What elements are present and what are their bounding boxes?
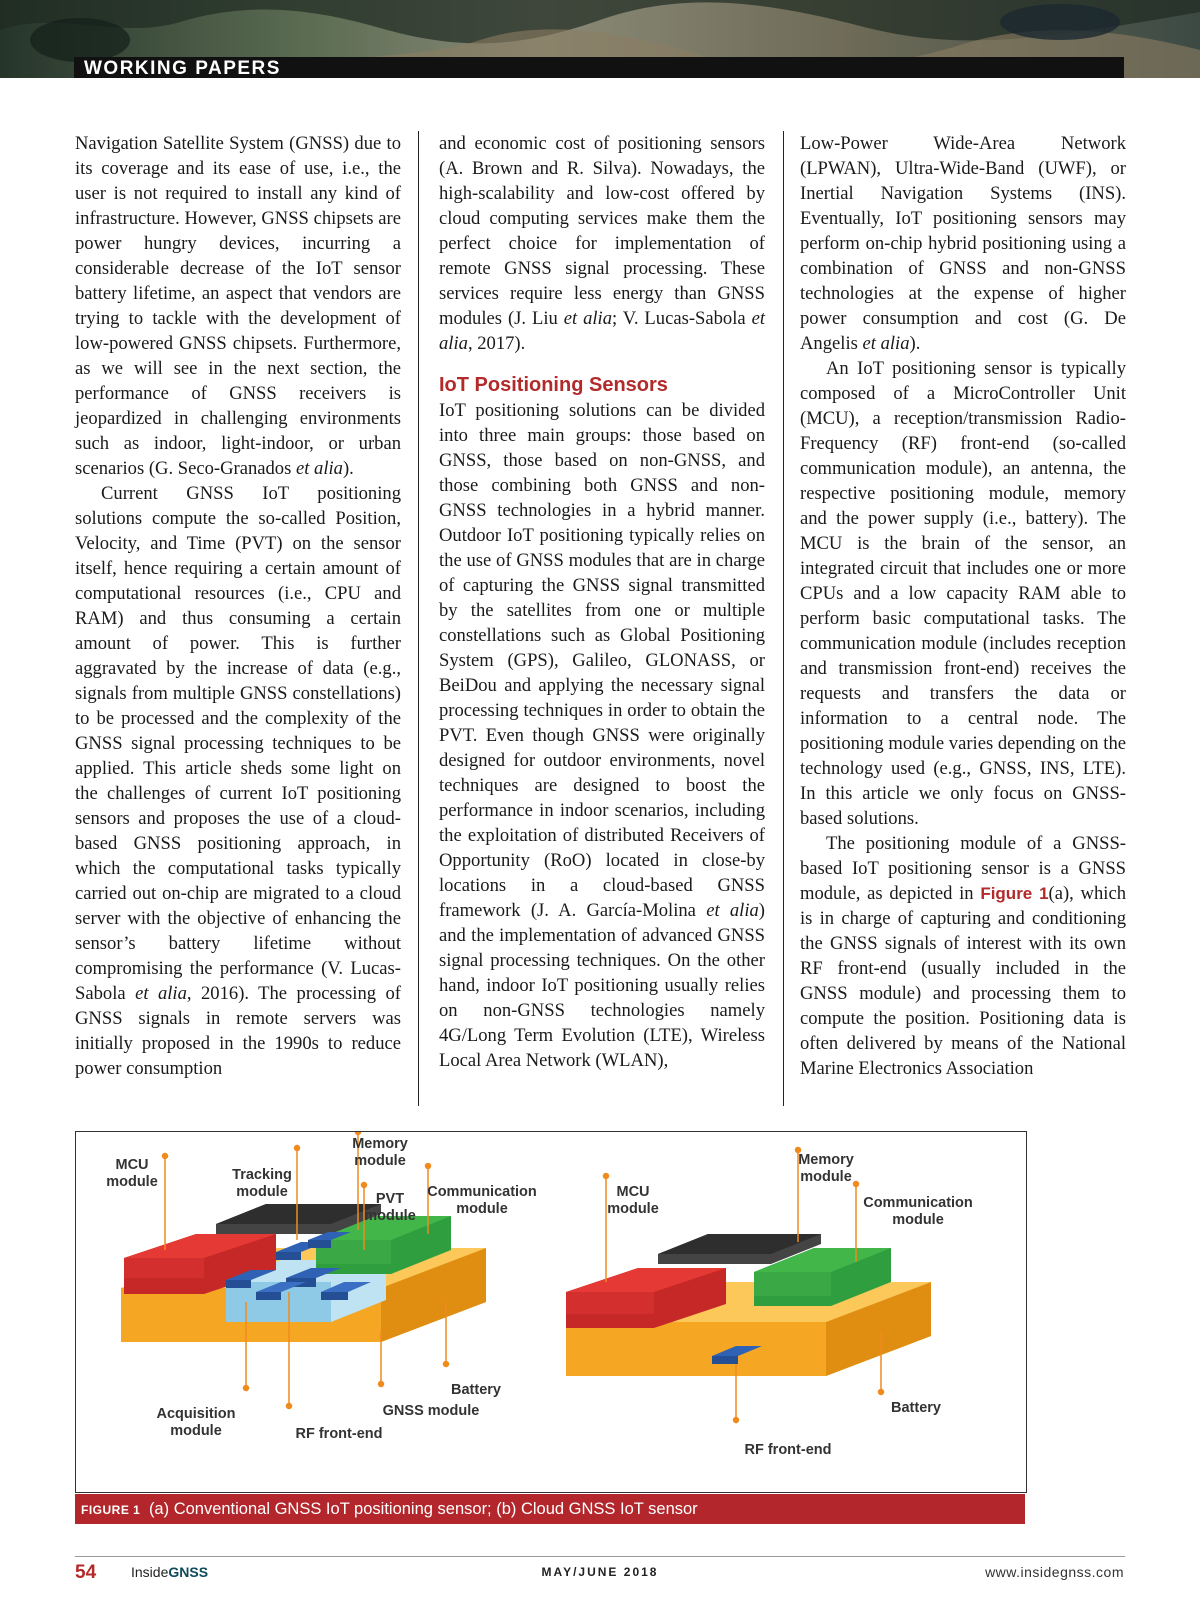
text-run: , 2017). bbox=[467, 333, 526, 354]
issue-date: MAY/JUNE 2018 bbox=[541, 1565, 659, 1579]
italic-citation: et alia bbox=[439, 308, 765, 354]
text-column-1 bbox=[75, 131, 401, 1081]
label-a-communication-1: Communication bbox=[427, 1184, 537, 1200]
text-run: ; V. Lucas-Sabola bbox=[612, 308, 752, 329]
label-a-pvt-2: module bbox=[364, 1208, 416, 1224]
label-a-mcu-1: MCU bbox=[115, 1157, 149, 1173]
label-a-battery: Battery bbox=[451, 1382, 501, 1398]
label-b-communication-2: module bbox=[892, 1212, 944, 1228]
label-b-mcu-1: MCU bbox=[616, 1184, 650, 1200]
text-run: ). bbox=[342, 458, 354, 479]
label-a-mcu-2: module bbox=[106, 1174, 158, 1190]
comm-block-front bbox=[754, 1272, 831, 1296]
panel-a-sensor bbox=[106, 1132, 537, 1442]
label-a-tracking-1: Tracking bbox=[232, 1167, 292, 1183]
label-b-battery: Battery bbox=[891, 1400, 941, 1416]
text-run: and economic cost of positioning sensors (A. Brown and R. Silva). Nowadays, the high-scalability and low-cost offered by cloud computing services make them the perfect choice for implementation of remote GNSS signal processing. These services require less energy than GNSS modules (J. Liu bbox=[439, 133, 765, 329]
label-a-memory-2: module bbox=[354, 1153, 406, 1169]
label-b-mcu-2: module bbox=[607, 1201, 659, 1217]
text-run: Navigation Satellite System (GNSS) due to its coverage and its ease of use, i.e., the user is not required to install any kind of infrastructure. However, GNSS chipsets are power hungry devices, incurring a considerable decrease of the IoT sensor battery lifetime, an aspect that vendors are trying to tackle with the development of low-powered GNSS chipsets. Furthermore, as we will see in the next section, the performance of GNSS receivers is jeopardized in challenging environments such as indoor, light-indoor, or urban scenarios (G. Seco-Granados bbox=[75, 133, 401, 479]
panel-b-sensor bbox=[566, 1148, 973, 1459]
text-column-2 bbox=[439, 131, 765, 1073]
paragraph bbox=[439, 398, 765, 1073]
text-run: ). bbox=[909, 333, 921, 354]
paragraph bbox=[800, 831, 1126, 1081]
footer-url: www.insidegnss.com bbox=[985, 1564, 1124, 1580]
label-b-communication-1: Communication bbox=[863, 1195, 973, 1211]
italic-citation: et alia bbox=[135, 983, 187, 1004]
mcu-block-front bbox=[566, 1292, 654, 1314]
brand-prefix: Inside bbox=[131, 1564, 169, 1580]
figure-caption-text: (a) Conventional GNSS IoT positioning sensor; (b) Cloud GNSS IoT sensor bbox=[148, 1500, 698, 1518]
figure-1 bbox=[75, 1131, 1027, 1493]
text-run: Low-Power Wide-Area Network (LPWAN), Ultra-Wide-Band (UWF), or Inertial Navigation Systems (INS). Eventually, IoT positioning sensors may perform on-chip hybrid positioning using a combination of GNSS and non-GNSS technologies at the expense of higher power consumption and cost (G. De Angelis bbox=[800, 133, 1126, 354]
text-run: Current GNSS IoT positioning solutions compute the so-called Position, Velocity, and Time (PVT) on the sensor itself, hence requiring a certain amount of computational resources (i.e., CPU and RAM) and thus consuming a certain amount of power. This is further aggravated by the increase of data (e.g., signals from multiple GNSS constellations) to be processed and the complexity of the GNSS signal processing techniques to be applied. This article sheds some light on the challenges of current IoT positioning sensors and proposes the use of a cloud-based GNSS positioning approach, in which the computational tasks typically carried out on-chip are migrated to a cloud server with the objective of enhancing the sensor’s battery lifetime without compromising the performance (V. Lucas-Sabola bbox=[75, 483, 401, 1004]
text-run: ) and the implementation of advanced GNSS signal processing techniques. On the other hand, indoor IoT positioning usually relies on non-GNSS technologies namely 4G/Long Term Evolution (LTE), Wireless Local Area Network (WLAN), bbox=[439, 900, 765, 1071]
header-banner bbox=[0, 0, 1200, 78]
label-a-rf: RF front-end bbox=[295, 1426, 383, 1442]
figure-caption bbox=[75, 1494, 1025, 1524]
mcu-block-front bbox=[124, 1258, 204, 1278]
label-a-gnss: GNSS module bbox=[382, 1403, 480, 1419]
label-b-memory-2: module bbox=[800, 1169, 852, 1185]
column-divider bbox=[783, 131, 784, 1106]
label-a-communication-2: module bbox=[456, 1201, 508, 1217]
italic-citation: et alia bbox=[563, 308, 613, 329]
text-run: IoT positioning solutions can be divided into three main groups: those based on GNSS, those based on non-GNSS, and those combining both GNSS and non-GNSS technologies in a hybrid manner. Outdoor IoT positioning typically relies on the use of GNSS modules that are in charge of capturing the GNSS signal transmitted by the satellites from one or multiple constellations such as Global Positioning System (GPS), Galileo, GLONASS, or BeiDou and applying the necessary signal processing techniques in order to obtain the PVT. Even though GNSS were originally designed for outdoor environments, novel techniques are designed to boost the performance in indoor scenarios, including the exploitation of distributed Receivers of Opportunity (RoO) located in close-by locations in a cloud-based GNSS framework (J. A. García-Molina bbox=[439, 400, 765, 921]
text-run: , 2016). The processing of GNSS signals in remote servers was initially proposed in the 1990s to reduce power consumption bbox=[75, 983, 401, 1079]
text-run: (a), which is in charge of capturing and conditioning the GNSS signals of interest with its own RF front-end (usually included in the GNSS module) and processing them to compute the position. Positioning data is often delivered by means of the National Marine Electronics Association bbox=[800, 883, 1126, 1079]
figure-caption-label: FIGURE 1 bbox=[81, 1503, 141, 1517]
rf-chip-front bbox=[712, 1356, 738, 1364]
label-a-pvt-1: PVT bbox=[375, 1191, 405, 1207]
footer-brand bbox=[131, 1564, 208, 1580]
text-run: The positioning module of a GNSS-based IoT positioning sensor is a GNSS module, as depicted in bbox=[800, 833, 1126, 904]
paragraph bbox=[75, 481, 401, 1081]
brand-name: GNSS bbox=[168, 1564, 209, 1580]
paragraph bbox=[800, 356, 1126, 831]
label-a-acquisition-1: Acquisition bbox=[156, 1406, 236, 1422]
figure-1-diagram bbox=[76, 1132, 1026, 1492]
page-number: 54 bbox=[75, 1562, 97, 1583]
text-run: An IoT positioning sensor is typically composed of a MicroController Unit (MCU), a reception/transmission Radio-Frequency (RF) front-end (so-called communication module), an antenna, the respective positioning module, memory and the power supply (i.e., battery). The MCU is the brain of the sensor, an integrated circuit that includes one or more CPUs and a low capacity RAM able to perform basic computational tasks. The communication module (includes reception and transmission front-end) receives the requests and transfers the data or information to a central node. The positioning module varies depending on the technology used (e.g., GNSS, INS, LTE). In this article we only focus on GNSS-based solutions. bbox=[800, 358, 1126, 829]
italic-citation: et alia bbox=[295, 458, 343, 479]
label-a-memory-1: Memory bbox=[352, 1136, 408, 1152]
paragraph bbox=[800, 131, 1126, 356]
column-divider bbox=[418, 131, 419, 1106]
label-a-tracking-2: module bbox=[236, 1184, 288, 1200]
figure-reference-link[interactable]: Figure 1 bbox=[980, 884, 1049, 903]
paragraph bbox=[75, 131, 401, 481]
label-a-acquisition-2: module bbox=[170, 1423, 222, 1439]
section-heading: IoT Positioning Sensors bbox=[439, 374, 668, 396]
text-column-3 bbox=[800, 131, 1126, 1081]
label-b-memory-1: Memory bbox=[798, 1152, 854, 1168]
label-b-rf: RF front-end bbox=[744, 1442, 832, 1458]
section-label: WORKING PAPERS bbox=[84, 58, 281, 78]
paragraph bbox=[439, 131, 765, 356]
italic-citation: et alia bbox=[706, 900, 759, 921]
footer-rule bbox=[75, 1556, 1125, 1557]
battery-front bbox=[566, 1322, 826, 1376]
italic-citation: et alia bbox=[862, 333, 910, 354]
